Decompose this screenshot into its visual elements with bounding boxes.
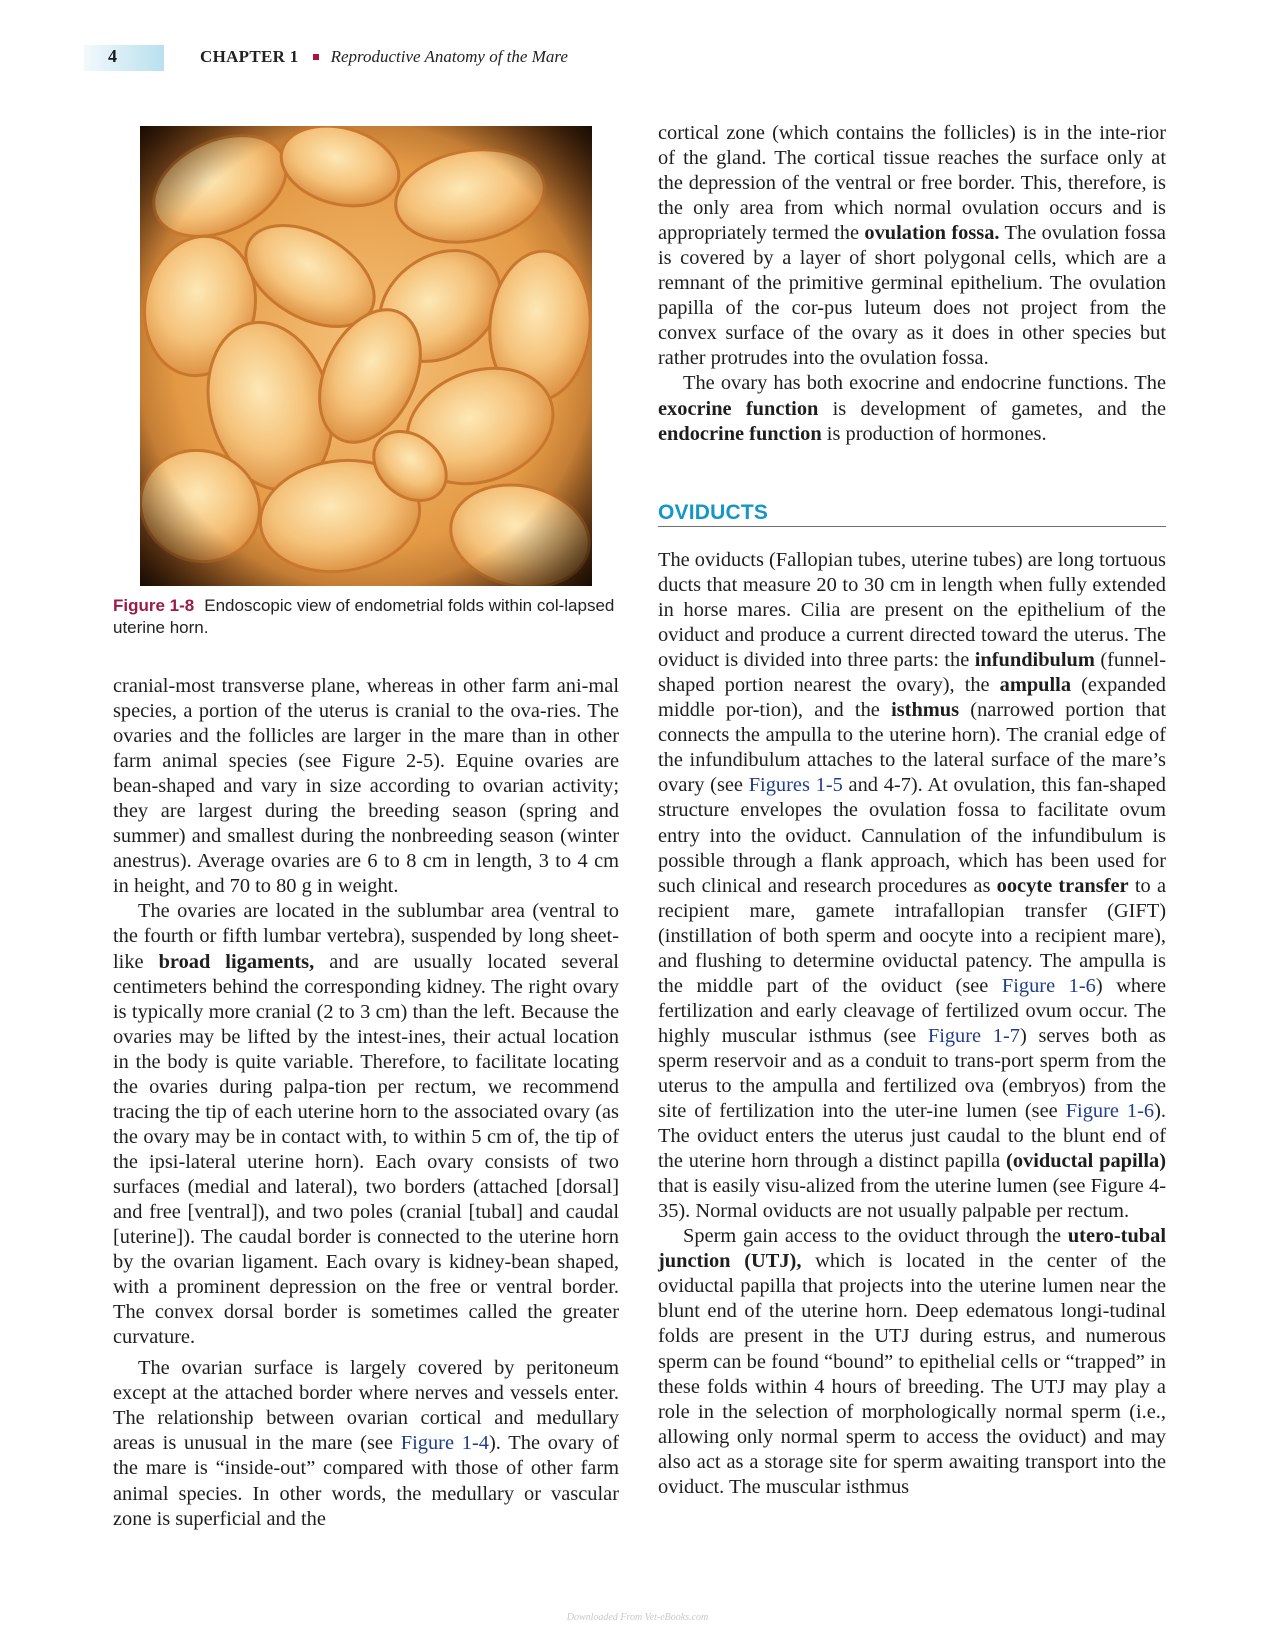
text-run: The ovary has both exocrine and endocrine functions. The [683, 372, 1166, 395]
endoscopic-photo [140, 126, 592, 586]
text-run: The ovulation fossa is covered by a layer of short polygonal cells, which are a remnant of the primitive germinal epithelium. The ovulation papilla of the cor-pus luteum does not project from the convex surface of the ovary as it does in other species but rather protrudes into the ovulation fossa. [658, 222, 1166, 370]
text-run: The ovaries are located in the sublumbar area (ventral to the fourth or fifth lumbar vertebra), suspended by long sheet-like [113, 900, 619, 973]
paragraph [658, 548, 1166, 1224]
figure-link[interactable]: Figure 1-6 [1065, 1100, 1155, 1123]
text-run: to a recipient mare, gamete intrafallopian transfer (GIFT) (instillation of both sperm and oocyte into a recipient mare), and flushing to determine oviductal patency. The ampulla is the middle part of the oviduct (see [658, 874, 1166, 997]
text-run: Sperm gain access to the oviduct through the [683, 1225, 1068, 1248]
figure-label: Figure 1-8 [113, 596, 195, 615]
figure-caption-text: Endoscopic view of endometrial folds within col-lapsed uterine horn. [113, 596, 615, 637]
right-column-top [658, 121, 1166, 447]
section-heading: OVIDUCTS [658, 501, 1166, 527]
text-run: that is easily visu-alized from the uterine lumen (see Figure 4-35). Normal oviducts are not usually palpable per rectum. [658, 1175, 1166, 1223]
paragraph [113, 899, 619, 1350]
figure-link[interactable]: Figures 1-5 [748, 774, 843, 797]
figure-link[interactable]: Figure 1-7 [927, 1024, 1020, 1047]
text-run: (funnel-shaped portion nearest the ovary), the [658, 649, 1166, 697]
paragraph [658, 121, 1166, 371]
chapter-title: Reproductive Anatomy of the Mare [330, 47, 568, 66]
text-run: is development of gametes, and the [818, 397, 1166, 420]
right-column-bottom [658, 548, 1166, 1500]
text-run: The ovarian surface is largely covered by peritoneum except at the attached border where nerves and vessels enter. The relationship between ovarian cortical and medullary areas is unusual in the mare (see [113, 1357, 619, 1455]
bold-term: ovulation fossa. [864, 222, 1000, 245]
text-run: cranial-most transverse plane, whereas in other farm ani-mal species, a portion of the uterus is cranial to the ova-ries. The ovaries and the follicles are larger in the mare than in other farm animal species (see Figure 2-5). Equine ovaries are bean-shaped and vary in size according to ovarian activity; they are largest during the breeding season (spring and summer) and smallest during the nonbreeding season (winter anestrus). Average ovaries are 6 to 8 cm in length, 3 to 4 cm in height, and 70 to 80 g in weight. [113, 675, 619, 898]
bold-term: utero-tubal junction (UTJ), [658, 1225, 1166, 1273]
text-run: ). The ovary of the mare is “inside-out” compared with those of other farm animal species. In other words, the medullary or vascular zone is superficial and the [113, 1432, 619, 1530]
page-number: 4 [108, 46, 117, 66]
text-run: (expanded middle por-tion), and the [658, 674, 1167, 722]
text-run: ) serves both as sperm reservoir and as a conduit to trans-port sperm from the uterus to the ampulla and fertilized ova (embryos) from the site of fertilization into the uter-ine lumen (see [658, 1024, 1166, 1123]
text-run: ). The oviduct enters the uterus just caudal to the blunt end of the uterine horn through a distinct papilla [658, 1100, 1166, 1173]
figure-caption [113, 595, 623, 639]
bold-term: infundibulum [974, 649, 1095, 672]
paragraph [658, 1224, 1166, 1500]
running-head [200, 47, 568, 67]
figure-link[interactable]: Figure 1-6 [1001, 974, 1096, 997]
page-number-tab [84, 45, 164, 71]
bold-term: (oviductal papilla) [1006, 1150, 1166, 1173]
left-column [113, 674, 619, 1532]
chapter-label: CHAPTER 1 [200, 47, 299, 66]
text-run: is production of hormones. [821, 422, 1047, 445]
bold-term: endocrine function [658, 422, 822, 445]
text-run: The oviducts (Fallopian tubes, uterine tubes) are long tortuous ducts that measure 20 to 30 cm in length when fully extended in horse mares. Cilia are present on the epithelium of the oviduct and produce a current directed toward the uterus. The oviduct is divided into three parts: the [658, 549, 1166, 672]
text-run: (narrowed portion that connects the ampulla to the uterine horn). The cranial edge of the infundibulum attaches to the lateral surface of the mare’s ovary (see [658, 699, 1166, 797]
bullet-separator-icon [313, 54, 319, 60]
text-run: which is located in the center of the oviductal papilla that projects into the uterine lumen near the blunt end of the uterine horn. Deep edematous longi-tudinal folds are present in the UTJ during estrus, and numerous sperm can be found “bound” to epithelial cells or “trapped” in these folds within 4 hours of breeding. The UTJ may play a role in the selection of morphologically normal sperm (i.e., allowing only normal sperm to access the oviduct) and may also act as a storage site for sperm awaiting transport into the oviduct. The muscular isthmus [658, 1250, 1166, 1498]
figure-link[interactable]: Figure 1-4 [400, 1432, 489, 1455]
download-watermark: Downloaded From Vet-eBooks.com [566, 1612, 709, 1623]
bold-term: exocrine function [658, 397, 819, 420]
text-run: cortical zone (which contains the follicles) is in the inte-rior of the gland. The cortical tissue reaches the surface only at the depression of the ventral or free border. This, therefore, is the only area from which normal ovulation occurs and is appropriately termed the [658, 122, 1166, 245]
bold-term: isthmus [891, 699, 960, 722]
text-run: ) where fertilization and early cleavage of fertilized ovum occur. The highly muscular isthmus (see [658, 974, 1167, 1047]
paragraph [113, 1356, 619, 1531]
bold-term: ampulla [999, 674, 1072, 697]
bold-term: oocyte transfer [996, 874, 1129, 897]
text-run: and are usually located several centimeters behind the corresponding kidney. The right ovary is typically more cranial (2 to 3 cm) than the left. Because the ovaries may be lifted by the intest-ines, their actual location in the body is quite variable. Therefore, to facilitate locating the ovaries during palpa-tion per rectum, we recommend tracing the tip of each uterine horn to the associated ovary (as the ovary may be in contact with, to within 5 cm of, the tip of the ipsi-lateral uterine horn). Each ovary consists of two surfaces (medial and lateral), two borders (attached [dorsal] and free [ventral]), and two poles (cranial [tubal] and caudal [uterine]). The caudal border is connected to the uterine horn by the ovarian ligament. Each ovary is kidney-bean shaped, with a prominent depression on the free or ventral border. The convex dorsal border is sometimes called the greater curvature. [113, 950, 619, 1349]
paragraph [113, 674, 619, 899]
paragraph [658, 371, 1166, 446]
text-run: and 4-7). At ovulation, this fan-shaped structure envelopes the ovulation fossa to facilitate ovum entry into the oviduct. Cannulation of the infundibulum is possible through a flank approach, which has been used for such clinical and research procedures as [658, 774, 1167, 897]
bold-term: broad ligaments, [158, 950, 315, 973]
